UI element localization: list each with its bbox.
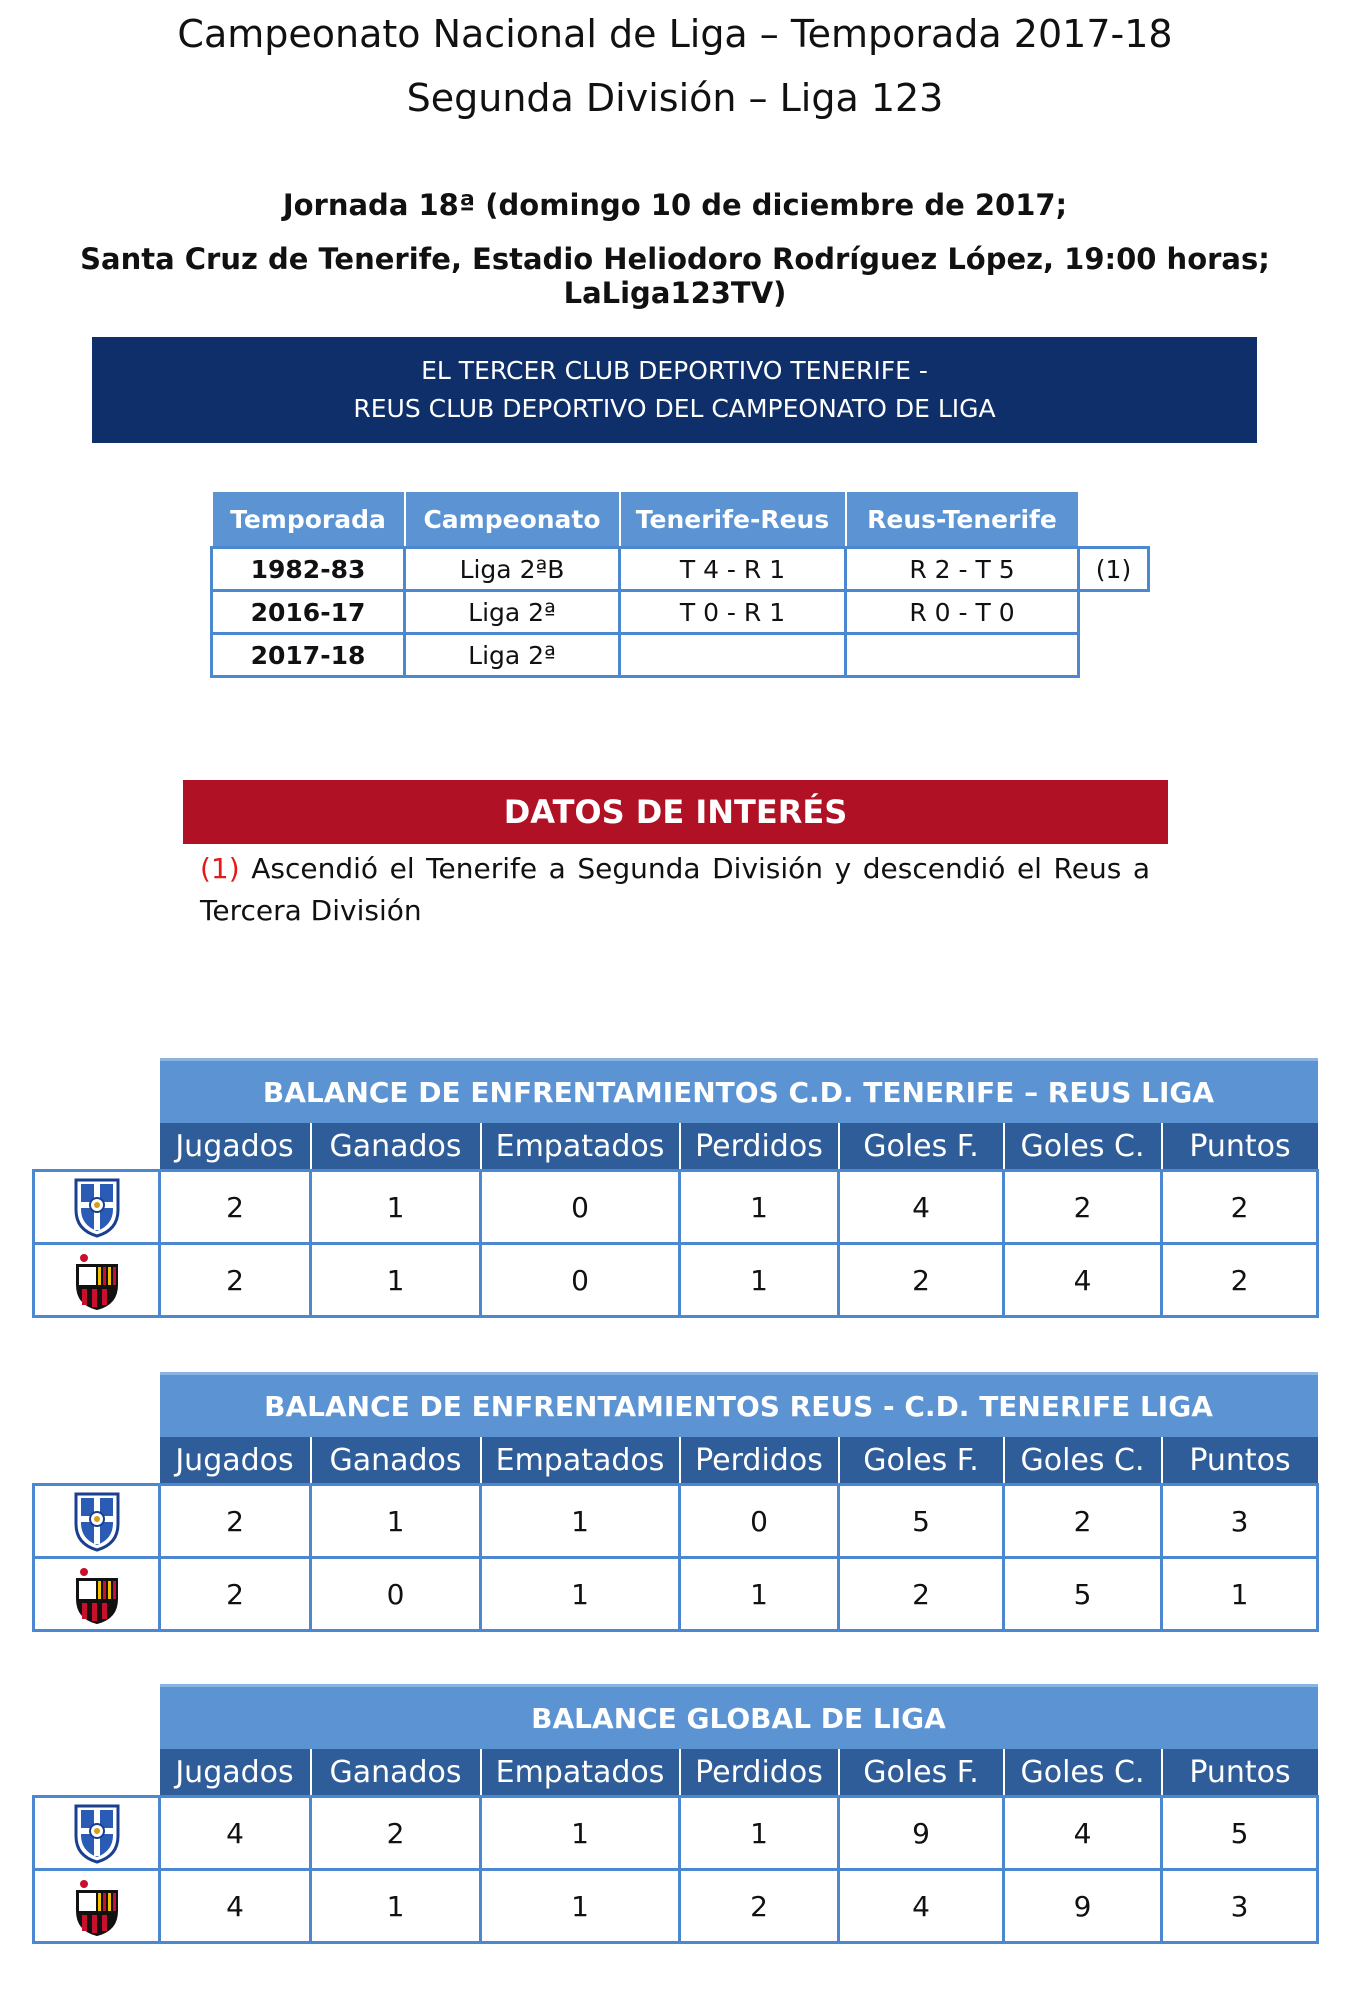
history-col-home: Tenerife-Reus [620,491,846,548]
history-home-result: T 4 - R 1 [620,548,846,591]
history-league: Liga 2ªB [405,548,620,591]
tenerife-crest-icon [34,1485,160,1558]
table-row [34,1485,1318,1558]
stat-value: 2 [839,1558,1004,1631]
col-jugados: Jugados [160,1749,311,1797]
history-note [1079,634,1149,677]
stat-value: 2 [160,1558,311,1631]
history-away-result: R 2 - T 5 [846,548,1079,591]
stat-value: 4 [1004,1797,1162,1870]
stat-value: 2 [311,1797,481,1870]
stat-value: 3 [1162,1485,1318,1558]
col-goles-contra: Goles C. [1004,1123,1162,1171]
stat-value: 5 [1162,1797,1318,1870]
stat-value: 1 [680,1797,839,1870]
stat-value: 0 [481,1244,680,1317]
stat-value: 0 [680,1485,839,1558]
stat-value: 4 [839,1870,1004,1943]
col-ganados: Ganados [311,1749,481,1797]
interest-note [200,848,1150,932]
col-goles-contra: Goles C. [1004,1437,1162,1485]
history-col-league: Campeonato [405,491,620,548]
stat-value: 0 [481,1171,680,1244]
table-row [34,1171,1318,1244]
banner-line2: REUS CLUB DEPORTIVO DEL CAMPEONATO DE LIGA [353,394,996,423]
history-col-away: Reus-Tenerife [846,491,1079,548]
history-away-result: R 0 - T 0 [846,591,1079,634]
col-ganados: Ganados [311,1437,481,1485]
balance-table-2 [32,1372,1319,1632]
history-season: 2017-18 [212,634,405,677]
stat-value: 5 [1004,1558,1162,1631]
stat-value: 1 [311,1485,481,1558]
stat-value: 9 [1004,1870,1162,1943]
table-row [34,1870,1318,1943]
table-row [212,548,1149,591]
col-perdidos: Perdidos [680,1123,839,1171]
stat-value: 1 [481,1870,680,1943]
col-empatados: Empatados [481,1437,680,1485]
col-empatados: Empatados [481,1749,680,1797]
col-ganados: Ganados [311,1123,481,1171]
col-puntos: Puntos [1162,1749,1318,1797]
stat-value: 1 [311,1244,481,1317]
table-row [34,1558,1318,1631]
table-row [34,1244,1318,1317]
reus-crest-icon [34,1558,160,1631]
balance-title: BALANCE GLOBAL DE LIGA [160,1686,1318,1750]
history-season: 2016-17 [212,591,405,634]
stat-value: 2 [160,1244,311,1317]
col-perdidos: Perdidos [680,1437,839,1485]
history-col-note [1079,491,1149,548]
stat-value: 2 [1162,1171,1318,1244]
col-goles-contra: Goles C. [1004,1749,1162,1797]
stat-value: 4 [1004,1244,1162,1317]
stat-value: 2 [1004,1485,1162,1558]
history-table [210,490,1150,678]
stat-value: 1 [1162,1558,1318,1631]
stat-value: 2 [1004,1171,1162,1244]
note-text: Ascendió el Tenerife a Segunda División y descendió el Reus a Tercera División [200,852,1150,927]
stat-value: 2 [160,1485,311,1558]
table-row [212,591,1149,634]
note-reference: (1) [200,852,240,885]
history-note: (1) [1079,548,1149,591]
history-home-result: T 0 - R 1 [620,591,846,634]
stat-value: 2 [160,1171,311,1244]
balance-table-1 [32,1058,1319,1318]
stat-value: 1 [680,1171,839,1244]
page-subtitle: Segunda División – Liga 123 [406,76,944,120]
col-jugados: Jugados [160,1123,311,1171]
stat-value: 1 [311,1870,481,1943]
stat-value: 2 [839,1244,1004,1317]
history-note [1079,591,1149,634]
col-empatados: Empatados [481,1123,680,1171]
history-home-result [620,634,846,677]
match-info-line1: Jornada 18ª (domingo 10 de diciembre de 2017; [282,188,1068,222]
col-goles-favor: Goles F. [839,1437,1004,1485]
history-col-season: Temporada [212,491,405,548]
col-goles-favor: Goles F. [839,1749,1004,1797]
history-away-result [846,634,1079,677]
history-league: Liga 2ª [405,634,620,677]
stat-value: 4 [839,1171,1004,1244]
stat-value: 9 [839,1797,1004,1870]
table-row [34,1797,1318,1870]
reus-crest-icon [34,1870,160,1943]
col-puntos: Puntos [1162,1437,1318,1485]
col-perdidos: Perdidos [680,1749,839,1797]
balance-table-3 [32,1684,1319,1944]
page-title: Campeonato Nacional de Liga – Temporada 2017-18 [177,12,1173,56]
stat-value: 3 [1162,1870,1318,1943]
stat-value: 4 [160,1870,311,1943]
stat-value: 1 [680,1558,839,1631]
stat-value: 1 [481,1485,680,1558]
stat-value: 2 [1162,1244,1318,1317]
stat-value: 1 [311,1171,481,1244]
col-puntos: Puntos [1162,1123,1318,1171]
match-banner [92,337,1257,443]
match-info-line2: Santa Cruz de Tenerife, Estadio Heliodoro Rodríguez López, 19:00 horas; LaLiga123TV) [80,242,1270,310]
stat-value: 4 [160,1797,311,1870]
stat-value: 5 [839,1485,1004,1558]
col-goles-favor: Goles F. [839,1123,1004,1171]
reus-crest-icon [34,1244,160,1317]
history-league: Liga 2ª [405,591,620,634]
banner-line1: EL TERCER CLUB DEPORTIVO TENERIFE - [421,356,928,385]
balance-title: BALANCE DE ENFRENTAMIENTOS REUS - C.D. TENERIFE LIGA [160,1374,1318,1438]
col-jugados: Jugados [160,1437,311,1485]
stat-value: 1 [481,1797,680,1870]
history-header-row [212,491,1149,548]
stat-value: 2 [680,1870,839,1943]
tenerife-crest-icon [34,1797,160,1870]
stat-value: 1 [680,1244,839,1317]
history-season: 1982-83 [212,548,405,591]
table-row [212,634,1149,677]
tenerife-crest-icon [34,1171,160,1244]
balance-title: BALANCE DE ENFRENTAMIENTOS C.D. TENERIFE – REUS LIGA [160,1060,1318,1124]
interest-banner: DATOS DE INTERÉS [183,780,1168,844]
stat-value: 1 [481,1558,680,1631]
stat-value: 0 [311,1558,481,1631]
